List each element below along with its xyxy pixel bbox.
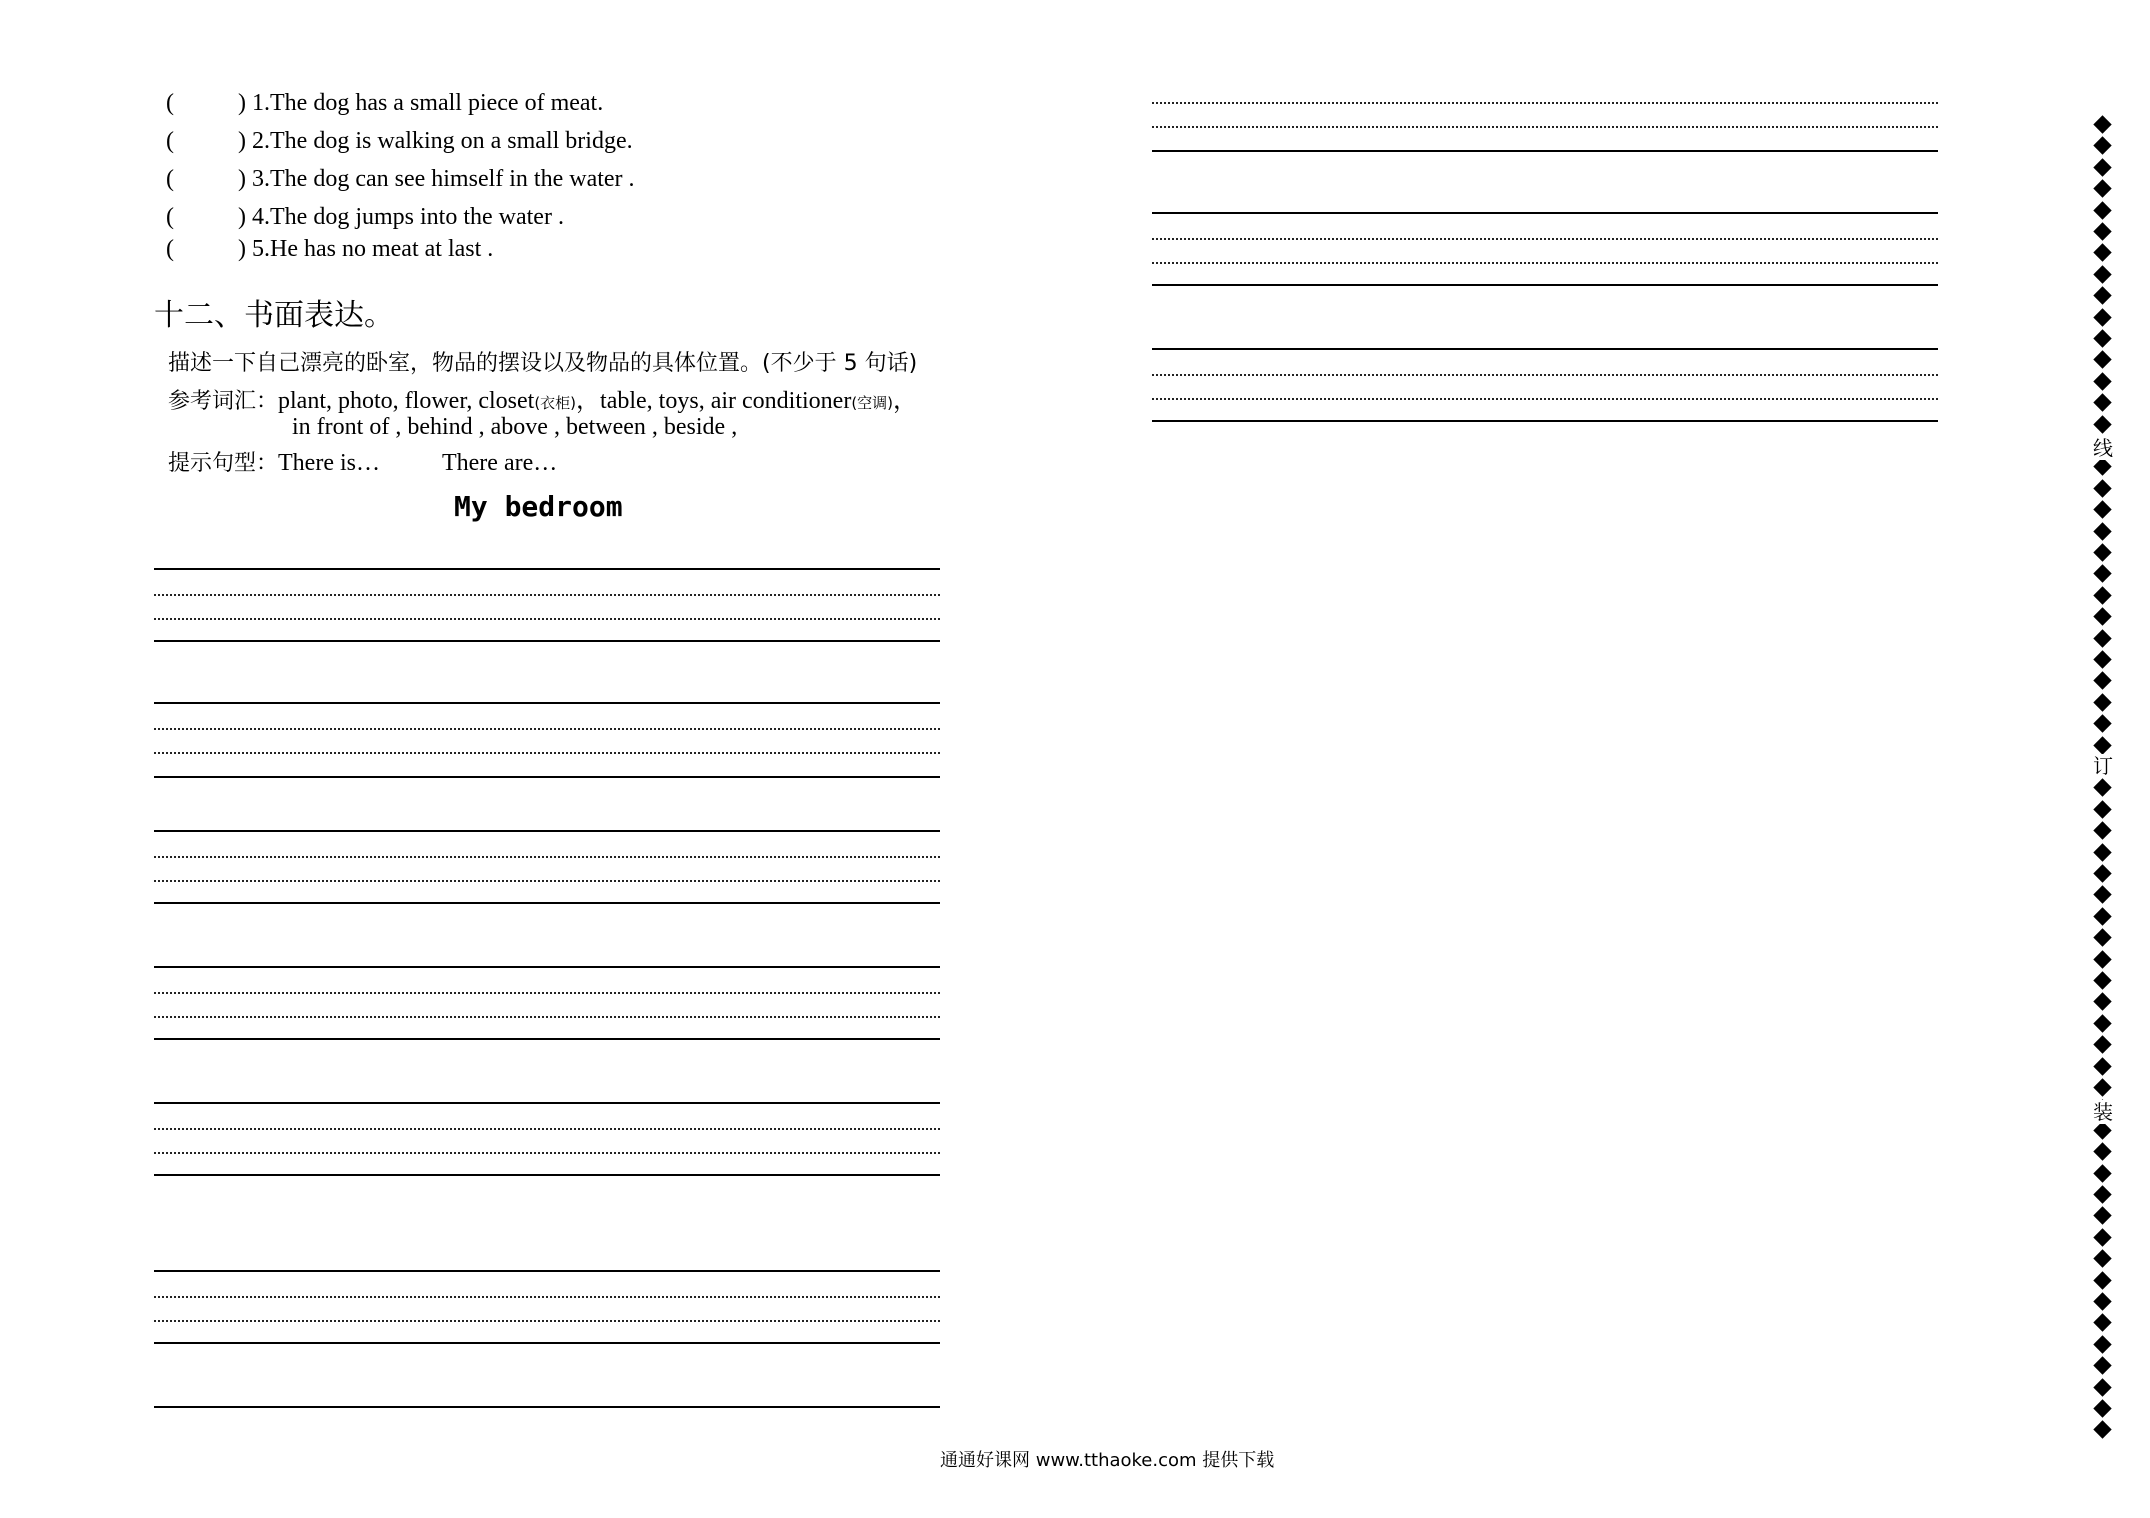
writing-line [154,568,940,570]
binding-diamond [2093,479,2111,497]
guide-line [154,992,940,994]
guide-line [154,1016,940,1018]
binding-diamond [2093,1014,2111,1032]
binding-diamond [2093,886,2111,904]
binding-diamond [2093,993,2111,1011]
guide-line [1152,262,1938,264]
binding-diamond [2093,372,2111,390]
binding-diamond [2093,1292,2111,1310]
binding-diamond [2093,1356,2111,1374]
tf-item-2: ( ) 2.The dog is walking on a small bridge. [166,128,633,154]
binding-diamond [2093,1035,2111,1053]
vocab-line-2: in front of , behind , above , between , beside , [292,414,738,440]
binding-diamond [2093,1314,2111,1332]
binding-diamond [2093,950,2111,968]
guide-line [154,594,940,596]
guide-line [154,1320,940,1322]
binding-diamond [2093,607,2111,625]
binding-diamond [2093,543,2111,561]
binding-diamond [2093,1142,2111,1160]
binding-diamond [2093,115,2111,133]
binding-diamond [2093,244,2111,262]
binding-diamond [2093,693,2111,711]
writing-line [154,1038,940,1040]
answer-paren[interactable]: ( [166,204,174,230]
writing-line [1152,150,1938,152]
binding-diamond [2093,907,2111,925]
binding-diamond [2093,329,2111,347]
binding-diamond [2093,222,2111,240]
pattern-line: 提示句型：There is… There are… [168,450,558,476]
binding-diamond [2093,1421,2111,1439]
binding-diamond [2093,714,2111,732]
tf-text: 2.The dog is walking on a small bridge. [252,128,633,154]
writing-line [1152,212,1938,214]
guide-line [1152,126,1938,128]
binding-diamond [2093,1185,2111,1203]
writing-line [1152,420,1938,422]
binding-diamond [2093,736,2111,754]
tf-item-3: ( ) 3.The dog can see himself in the water . [166,166,635,192]
guide-line [154,1152,940,1154]
binding-diamond [2093,843,2111,861]
writing-instruction: 描述一下自己漂亮的卧室，物品的摆设以及物品的具体位置。(不少于 5 句话) [168,351,918,376]
tf-item-4: ( ) 4.The dog jumps into the water . [166,204,564,230]
binding-diamond [2093,1207,2111,1225]
guide-line [154,752,940,754]
writing-line [154,776,940,778]
binding-char-ding: 订 [2088,754,2118,778]
guide-line [154,1296,940,1298]
tf-text: 4.The dog jumps into the water . [252,204,564,230]
binding-diamond [2093,286,2111,304]
binding-diamond [2093,928,2111,946]
essay-title: My bedroom [454,490,623,523]
writing-line [1152,348,1938,350]
binding-diamond [2093,864,2111,882]
binding-diamond [2093,393,2111,411]
binding-diamond [2093,351,2111,369]
guide-line [154,728,940,730]
answer-paren[interactable]: ( [166,166,174,192]
binding-diamond [2093,1249,2111,1267]
binding-diamond [2093,1228,2111,1246]
binding-diamond [2093,179,2111,197]
answer-paren[interactable]: ( [166,90,174,116]
answer-paren[interactable]: ( [166,128,174,154]
binding-diamond [2093,1335,2111,1353]
binding-diamond [2093,1399,2111,1417]
binding-diamond [2093,971,2111,989]
writing-line [154,966,940,968]
binding-diamond [2093,779,2111,797]
tf-text: 1.The dog has a small piece of meat. [252,90,604,116]
guide-line [1152,238,1938,240]
writing-line [154,902,940,904]
binding-diamond [2093,1378,2111,1396]
binding-diamond [2093,458,2111,476]
writing-line [154,1174,940,1176]
binding-diamond [2093,821,2111,839]
binding-diamond [2093,1078,2111,1096]
tf-item-1: ( ) 1.The dog has a small piece of meat. [166,90,604,116]
binding-diamond [2093,158,2111,176]
binding-char-zhuang: 装 [2088,1100,2118,1124]
writing-line [154,830,940,832]
binding-diamond [2093,1271,2111,1289]
binding-diamond [2093,500,2111,518]
guide-line [1152,374,1938,376]
binding-diamond [2093,201,2111,219]
binding-diamond [2093,629,2111,647]
tf-text: 3.The dog can see himself in the water . [252,166,635,192]
tf-text: 5.He has no meat at last . [252,236,494,262]
footer-credit: 通通好课网 www.tthaoke.com 提供下载 [940,1450,1275,1471]
binding-diamond [2093,672,2111,690]
guide-line [154,618,940,620]
guide-line [1152,102,1938,104]
guide-line [154,856,940,858]
vocab-line-1: 参考词汇：plant, photo, flower, closet(衣柜)，table, toys, air conditioner(空调)， [168,388,918,414]
guide-line [1152,398,1938,400]
pattern-label: 提示句型： [168,451,279,476]
section-title: 十二、书面表达。 [154,298,394,333]
binding-diamond [2093,522,2111,540]
binding-diamond [2093,565,2111,583]
binding-diamond [2093,800,2111,818]
binding-diamond [2093,586,2111,604]
binding-diamond [2093,650,2111,668]
tf-item-5: ( ) 5.He has no meat at last . [166,236,494,262]
writing-line [154,1406,940,1408]
binding-diamond [2093,137,2111,155]
writing-line [1152,284,1938,286]
binding-diamond [2093,1057,2111,1075]
binding-char-xian: 线 [2088,436,2118,460]
writing-line [154,1270,940,1272]
binding-diamond [2093,265,2111,283]
vocab-label: 参考词汇： [168,389,279,414]
writing-line [154,1342,940,1344]
binding-diamond [2093,308,2111,326]
guide-line [154,880,940,882]
answer-paren[interactable]: ( [166,236,174,262]
binding-diamond [2093,415,2111,433]
guide-line [154,1128,940,1130]
binding-margin [2088,118,2118,1450]
writing-line [154,702,940,704]
binding-diamond [2093,1164,2111,1182]
writing-line [154,640,940,642]
writing-line [154,1102,940,1104]
